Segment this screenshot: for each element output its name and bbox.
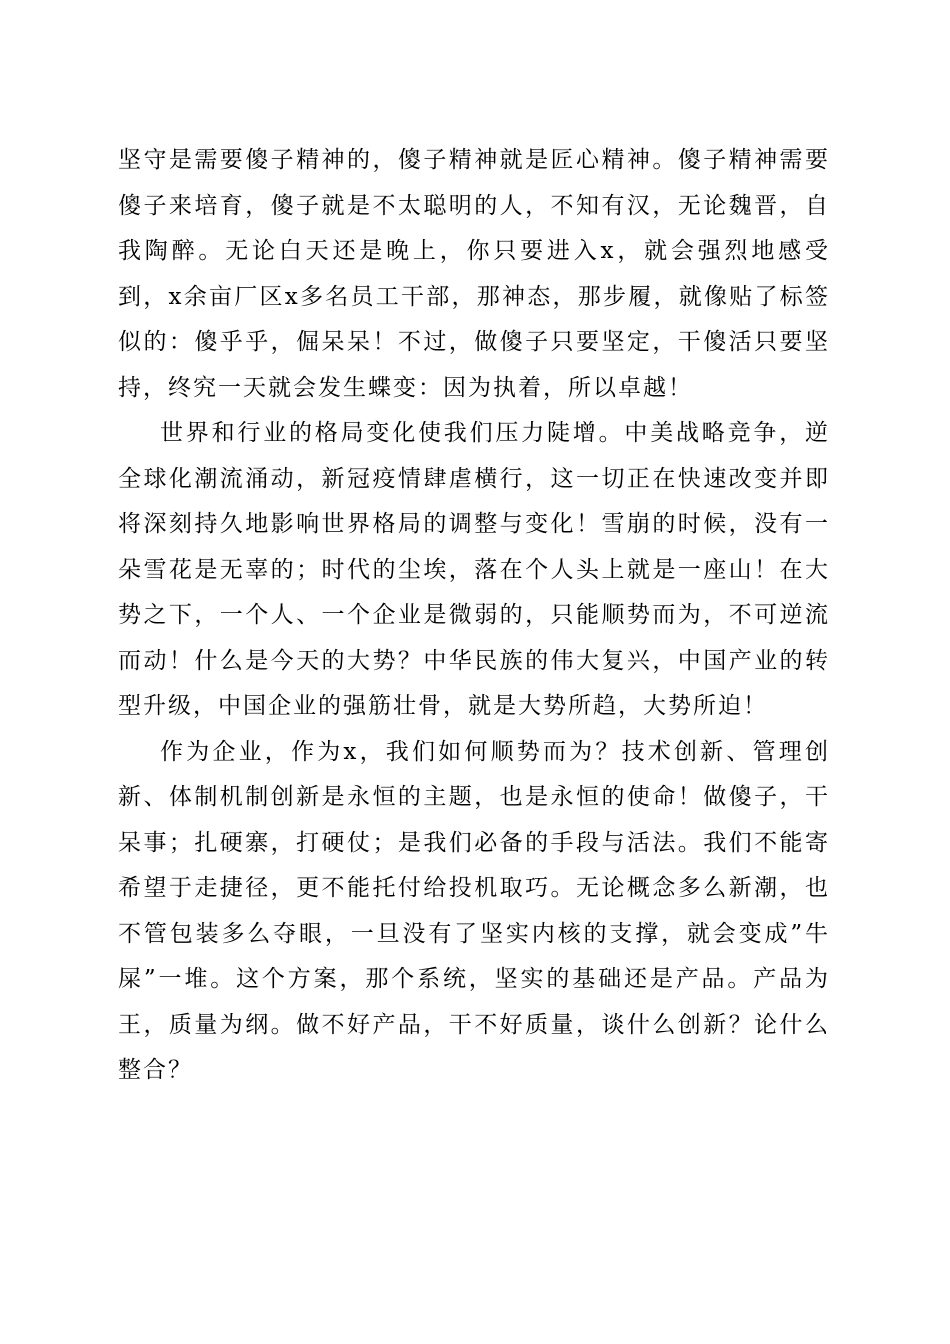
paragraph-2: 世界和行业的格局变化使我们压力陡增。中美战略竞争，逆全球化潮流涌动，新冠疫情肆虐横行，这一切正在快速改变并即将深刻持久地影响世界格局的调整与变化！雪崩的时候，没有一朵雪花是无辜的；时代的尘埃，落在个人头上就是一座山！在大势之下，一个人、一个企业是微弱的，只能顺势而为，不可逆流而动！什么是今天的大势？中华民族的伟大复兴，中国产业的转型升级，中国企业的强筋壮骨，就是大势所趋，大势所迫！ <box>118 420 830 719</box>
paragraph-3: 作为企业，作为x，我们如何顺势而为？技术创新、管理创新、体制机制创新是永恒的主题，也是永恒的使命！做傻子，干呆事；扎硬寨，打硬仗；是我们必备的手段与活法。我们不能寄希望于走捷径，更不能托付给投机取巧。无论概念多么新潮，也不管包装多么夺眼，一旦没有了坚实内核的支撑，就会变成”牛屎”一堆。这个方案，那个系统，坚实的基础还是产品。产品为王，质量为纲。做不好产品，干不好质量，谈什么创新？论什么整合？ <box>118 738 830 1083</box>
document-body <box>118 138 830 1094</box>
paragraph-1: 坚守是需要傻子精神的，傻子精神就是匠心精神。傻子精神需要傻子来培育，傻子就是不太聪明的人，不知有汉，无论魏晋，自我陶醉。无论白天还是晚上，你只要进入x，就会强烈地感受到，x余亩厂区x多名员工干部，那神态，那步履，就像贴了标签似的：傻乎乎，倔呆呆！不过，做傻子只要坚定，干傻活只要坚持，终究一天就会发生蝶变：因为执着，所以卓越！ <box>118 147 830 401</box>
